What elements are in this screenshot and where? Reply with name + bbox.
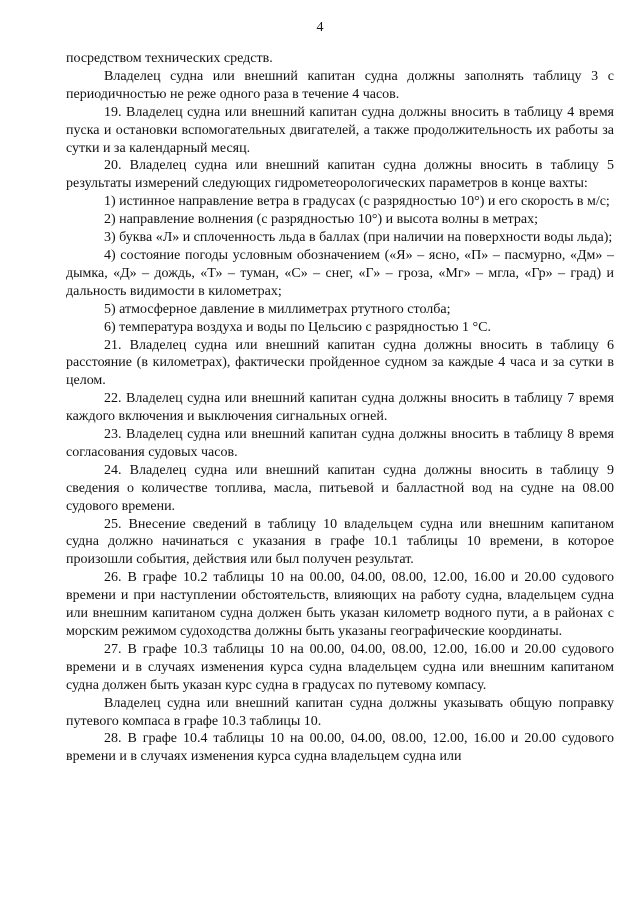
paragraph-28: 28. В графе 10.4 таблицы 10 на 00.00, 04.00, 08.00, 12.00, 16.00 и 20.00 судового времени и в случаях изменения курса судна владельцем судна или — [66, 731, 614, 765]
list-item-5: 5) атмосферное давление в миллиметрах ртутного столба; — [104, 301, 451, 317]
paragraph-24: 24. Владелец судна или внешний капитан судна должны вносить в таблицу 9 сведения о количестве топлива, масла, питьевой и балластной вод на судне на 08.00 судового времени. — [66, 462, 614, 514]
body-text — [66, 50, 614, 766]
paragraph-22: 22. Владелец судна или внешний капитан судна должны вносить в таблицу 7 время каждого включения и выключения сигнальных огней. — [66, 391, 614, 425]
list-item-1: 1) истинное направление ветра в градусах (с разрядностью 10°) и его скорость в м/с; — [104, 194, 610, 210]
paragraph-25: 25. Внесение сведений в таблицу 10 владельцем судна или внешним капитаном судна должно начинаться с указания в графе 10.1 таблицы 10 времени, в которое произошли события, действия или был получен результат. — [66, 516, 614, 568]
paragraph-21: 21. Владелец судна или внешний капитан судна должны вносить в таблицу 6 расстояние (в километрах), фактически пройденное судном за каждые 4 часа и за сутки в целом. — [66, 337, 614, 389]
paragraph-27: 27. В графе 10.3 таблицы 10 на 00.00, 04.00, 08.00, 12.00, 16.00 и 20.00 судового времени и в случаях изменения курса судна владельцем судна или внешним капитаном судна должен быть указан курс судна в градусах по путевому компасу. — [66, 641, 614, 693]
list-item-3: 3) буква «Л» и сплоченность льда в баллах (при наличии на поверхности воды льда); — [104, 230, 613, 246]
list-item-4: 4) состояние погоды условным обозначением («Я» – ясно, «П» – пасмурно, «Дм» – дымка, «Д» – дождь, «Т» – туман, «С» – снег, «Г» – гроза, «Мг» – мгла, «Гр» – град) и дальность видимости в километрах; — [66, 247, 614, 299]
paragraph-owner-table-3: Владелец судна или внешний капитан судна должны заполнять таблицу 3 с периодичностью не реже одного раза в течение 4 часов. — [66, 68, 614, 102]
page-number: 4 — [316, 20, 324, 35]
paragraph-20: 20. Владелец судна или внешний капитан судна должны вносить в таблицу 5 результаты измерений следующих гидрометеорологических параметров в конце вахты: — [66, 158, 614, 192]
list-item-2: 2) направление волнения (с разрядностью 10°) и высота волны в метрах; — [104, 212, 538, 228]
paragraph-26: 26. В графе 10.2 таблицы 10 на 00.00, 04.00, 08.00, 12.00, 16.00 и 20.00 судового времени и при наступлении обстоятельств, влияющих на работу судна, владельцем судна или внешним капитаном судна должен быть указан километр водного пути, а в районах с морским режимом судоходства должны быть указаны географические координаты. — [66, 570, 614, 639]
list-item-6: 6) температура воздуха и воды по Цельсию с разрядностью 1 °С. — [104, 319, 491, 335]
paragraph-compass-correction: Владелец судна или внешний капитан судна должны указывать общую поправку путевого компаса в графе 10.3 таблицы 10. — [66, 695, 614, 729]
paragraph-19: 19. Владелец судна или внешний капитан судна должны вносить в таблицу 4 время пуска и остановки вспомогательных двигателей, а также продолжительность их работы за сутки и за календарный месяц. — [66, 104, 614, 156]
paragraph-23: 23. Владелец судна или внешний капитан судна должны вносить в таблицу 8 время согласования судовых часов. — [66, 427, 614, 460]
paragraph-continuation: посредством технических средств. — [66, 51, 273, 66]
